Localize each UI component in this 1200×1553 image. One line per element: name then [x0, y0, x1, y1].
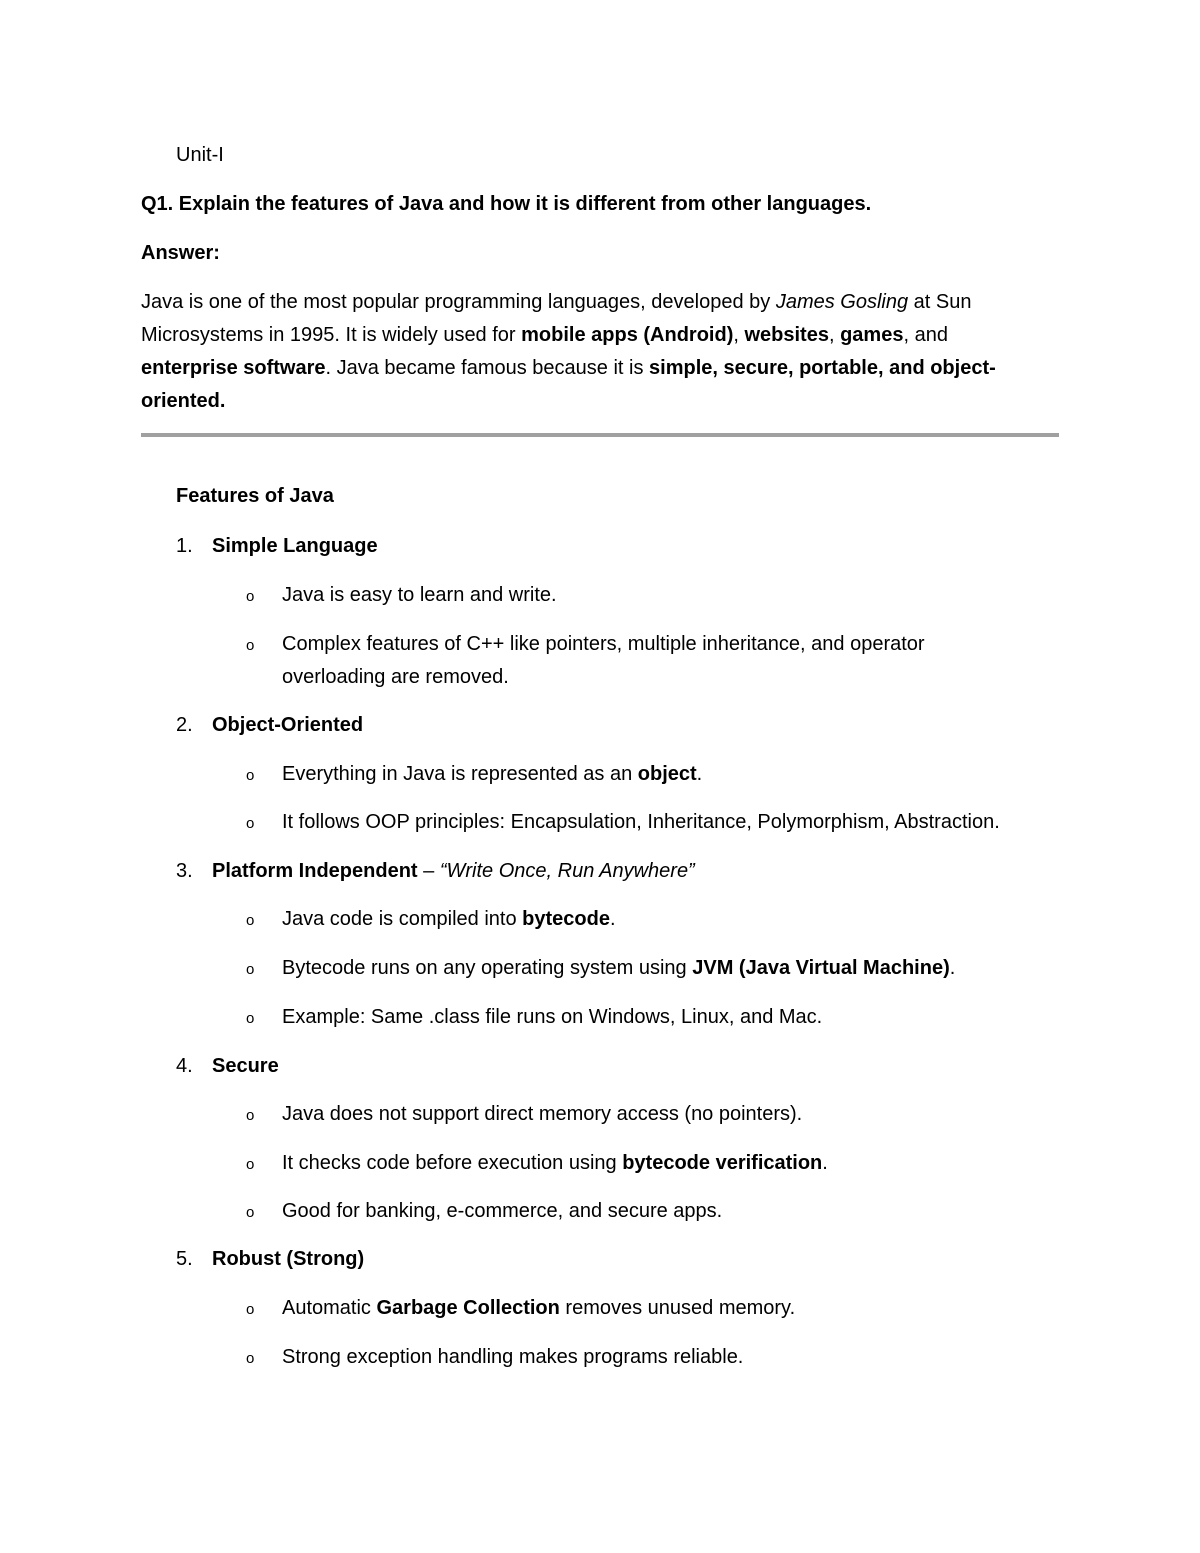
- item-number: 1.: [176, 535, 193, 557]
- list-item-text: Java is easy to learn and write.: [282, 584, 557, 606]
- intro-bold: simple, secure, portable, and object-: [649, 357, 996, 379]
- list-item-continued: [282, 661, 509, 694]
- intro-bold: games: [840, 324, 904, 346]
- item-title-dash: –: [417, 860, 440, 882]
- item-number: 2.: [176, 714, 193, 736]
- bullet-icon: o: [246, 1156, 255, 1173]
- intro-line-1: [141, 286, 972, 319]
- list-item: [282, 628, 925, 661]
- list-item-text: It follows OOP principles: Encapsulation, Inheritance, Polymorphism, Abstraction.: [282, 811, 1000, 833]
- list-item-text: Java code is compiled into: [282, 908, 523, 930]
- list-item: [282, 1001, 822, 1034]
- item-number: 4.: [176, 1055, 193, 1077]
- intro-text: at Sun: [908, 291, 972, 313]
- list-item-text: Strong exception handling makes programs reliable.: [282, 1346, 744, 1368]
- list-item: [282, 1292, 795, 1325]
- item-number: 5.: [176, 1248, 193, 1270]
- intro-bold: enterprise software: [141, 357, 326, 379]
- list-item-text: Example: Same .class file runs on Windows, Linux, and Mac.: [282, 1006, 823, 1028]
- question-heading: Q1. Explain the features of Java and how it is different from other languages.: [141, 193, 872, 215]
- list-item-text: It checks code before execution using: [282, 1152, 623, 1174]
- list-item-bold: bytecode: [522, 908, 610, 930]
- list-item: [282, 1147, 828, 1180]
- intro-text: Java is one of the most popular programming languages, developed by: [141, 291, 776, 313]
- intro-text: Microsystems in 1995. It is widely used for: [141, 324, 522, 346]
- list-item-text: .: [609, 908, 616, 930]
- bullet-icon: o: [246, 1107, 255, 1124]
- list-item-text: overloading are removed.: [282, 666, 509, 688]
- list-item-bold: object: [637, 763, 697, 785]
- bullet-icon: o: [246, 912, 255, 929]
- intro-line-2: [141, 319, 948, 352]
- item-title: Object-Oriented: [212, 714, 364, 736]
- item-title-quote: “Write Once, Run Anywhere”: [439, 860, 695, 882]
- intro-line-3: [141, 352, 996, 385]
- item-title: Secure: [212, 1055, 279, 1077]
- bullet-icon: o: [246, 588, 255, 605]
- item-title: Robust (Strong): [212, 1248, 365, 1270]
- bullet-icon: o: [246, 815, 255, 832]
- list-item: [282, 903, 616, 936]
- list-item: [282, 952, 955, 985]
- list-item-text: removes unused memory.: [559, 1297, 796, 1319]
- bullet-icon: o: [246, 961, 255, 978]
- list-item-bold: Garbage Collection: [376, 1297, 560, 1319]
- list-item: [282, 1341, 743, 1374]
- bullet-icon: o: [246, 1010, 255, 1027]
- list-item: [282, 579, 557, 612]
- list-item: [282, 1195, 722, 1228]
- intro-text: , and: [903, 324, 948, 346]
- intro-text: ,: [828, 324, 841, 346]
- unit-heading: Unit-I: [176, 144, 224, 166]
- bullet-icon: o: [246, 1350, 255, 1367]
- list-item: [282, 1098, 802, 1131]
- list-item-text: Bytecode runs on any operating system using: [282, 957, 693, 979]
- list-item-text: .: [822, 1152, 828, 1174]
- list-item-text: .: [949, 957, 956, 979]
- list-item-text: Complex features of C++ like pointers, multiple inheritance, and operator: [282, 633, 925, 655]
- intro-text: ,: [733, 324, 745, 346]
- bullet-icon: o: [246, 767, 255, 784]
- intro-line-4: oriented.: [141, 390, 226, 412]
- intro-bold: websites: [744, 324, 829, 346]
- item-title: Simple Language: [212, 535, 378, 557]
- list-item-text: .: [696, 763, 703, 785]
- intro-author: James Gosling: [775, 291, 909, 313]
- bullet-icon: o: [246, 1301, 255, 1318]
- list-item-text: Everything in Java is represented as an: [282, 763, 638, 785]
- list-item-text: Automatic: [282, 1297, 377, 1319]
- list-item-bold: bytecode verification: [622, 1152, 823, 1174]
- horizontal-divider: [141, 433, 1059, 437]
- item-title-text: Platform Independent: [212, 860, 418, 882]
- item-title: [212, 855, 695, 888]
- answer-label: Answer:: [141, 242, 220, 264]
- intro-text: . Java became famous because it is: [325, 357, 650, 379]
- list-item-text: Good for banking, e-commerce, and secure apps.: [282, 1200, 723, 1222]
- features-title: Features of Java: [176, 485, 334, 507]
- list-item-bold: JVM (Java Virtual Machine): [692, 957, 950, 979]
- list-item-text: Java does not support direct memory access (no pointers).: [282, 1103, 803, 1125]
- bullet-icon: o: [246, 1204, 255, 1221]
- intro-bold: mobile apps (Android): [521, 324, 734, 346]
- list-item: [282, 806, 1000, 839]
- bullet-icon: o: [246, 637, 255, 654]
- item-number: 3.: [176, 860, 193, 882]
- list-item: [282, 758, 702, 791]
